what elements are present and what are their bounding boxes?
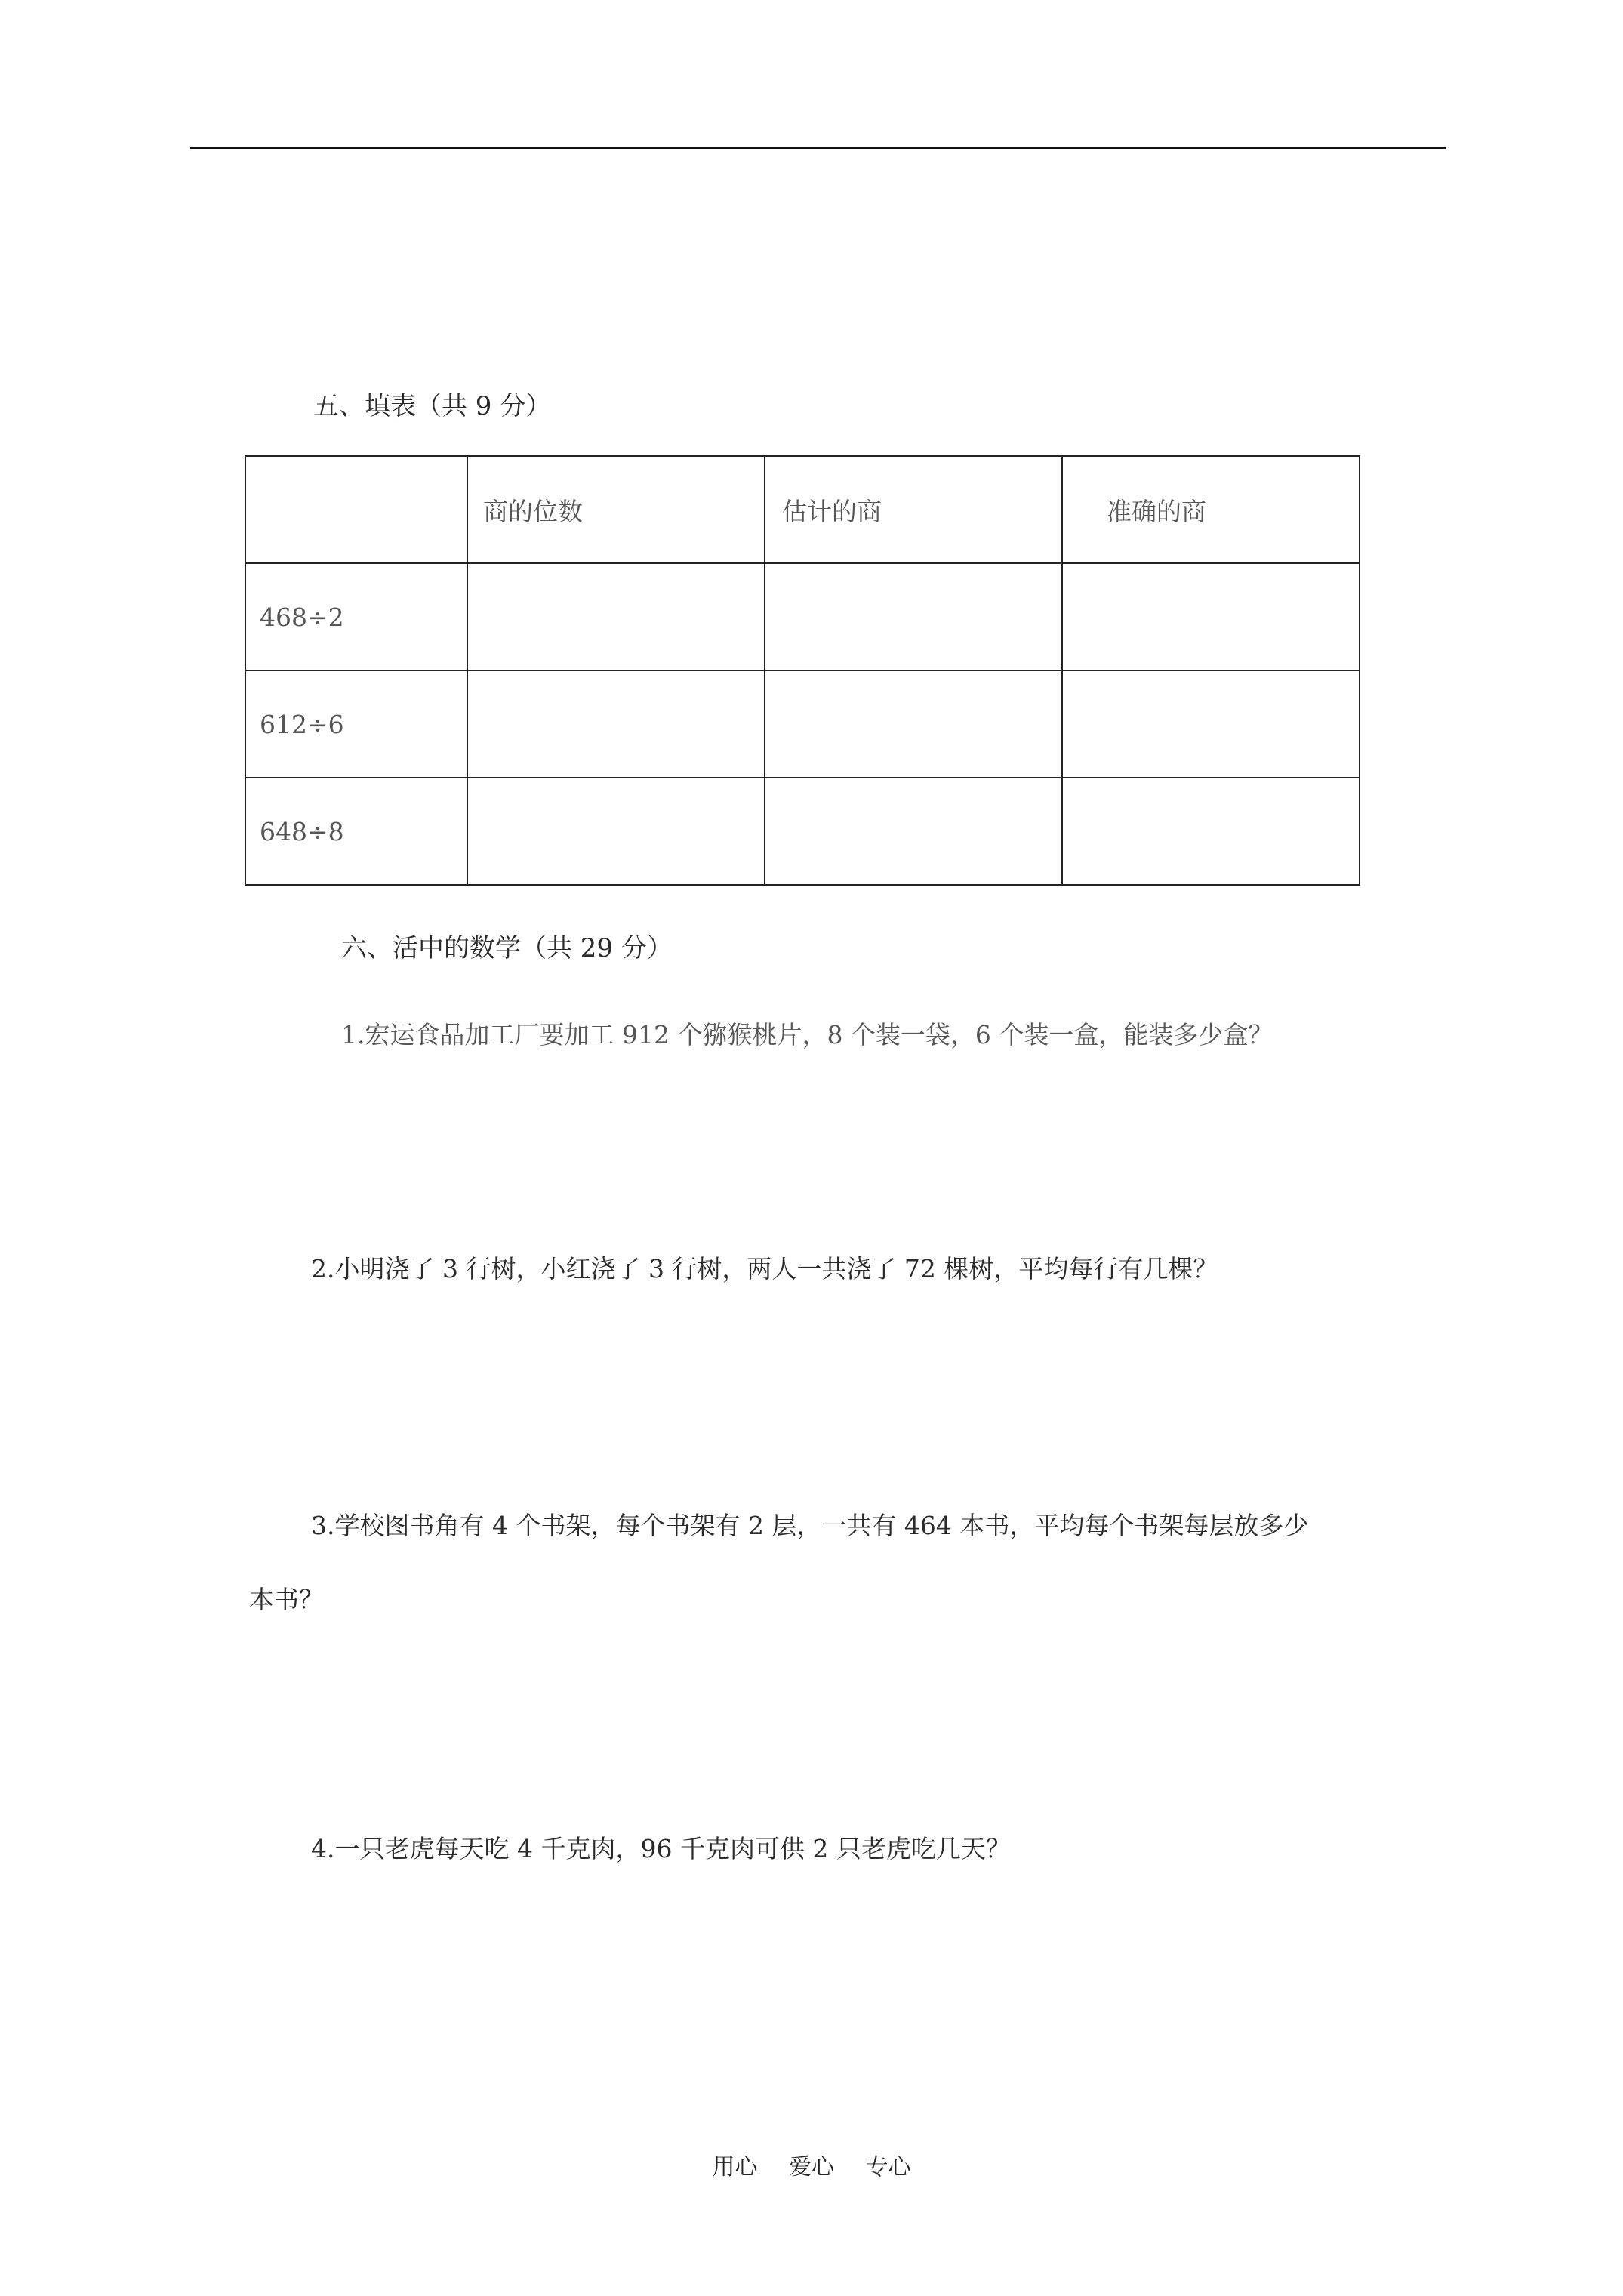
header-rule bbox=[190, 147, 1446, 149]
table-row bbox=[245, 563, 1360, 670]
footer-motto-3: 专心 bbox=[865, 2154, 911, 2180]
table-row-label: 648÷8 bbox=[245, 778, 467, 885]
table-header-quotient-digits: 商的位数 bbox=[467, 456, 765, 563]
fill-table bbox=[245, 455, 1360, 886]
table-row-label: 612÷6 bbox=[245, 670, 467, 778]
section-6-title: 六、活中的数学（共 29 分） bbox=[341, 933, 673, 963]
footer-motto-1: 用心 bbox=[712, 2154, 758, 2180]
table-cell-estimated-quotient[interactable] bbox=[765, 563, 1062, 670]
table-cell-estimated-quotient[interactable] bbox=[765, 670, 1062, 778]
table-cell-exact-quotient[interactable] bbox=[1062, 563, 1360, 670]
table-header-corner bbox=[245, 456, 467, 563]
footer-motto-2: 爱心 bbox=[789, 2154, 834, 2180]
table-row bbox=[245, 670, 1360, 778]
question-3-line-1: 3.学校图书角有 4 个书架，每个书架有 2 层，一共有 464 本书，平均每个书架每层放多少 bbox=[311, 1511, 1309, 1540]
page-footer bbox=[0, 2148, 1623, 2181]
question-1: 1.宏运食品加工厂要加工 912 个猕猴桃片，8 个装一袋，6 个装一盒，能装多少盒？ bbox=[341, 1020, 1273, 1049]
table-row bbox=[245, 778, 1360, 885]
table-cell-exact-quotient[interactable] bbox=[1062, 778, 1360, 885]
table-cell-exact-quotient[interactable] bbox=[1062, 670, 1360, 778]
table-header-exact-quotient: 准确的商 bbox=[1062, 456, 1360, 563]
table-cell-quotient-digits[interactable] bbox=[467, 563, 765, 670]
table-header-estimated-quotient: 估计的商 bbox=[765, 456, 1062, 563]
section-5-title: 五、填表（共 9 分） bbox=[313, 391, 552, 421]
question-2: 2.小明浇了 3 行树，小红浇了 3 行树，两人一共浇了 72 棵树，平均每行有几棵？ bbox=[311, 1254, 1218, 1284]
table-row-label: 468÷2 bbox=[245, 563, 467, 670]
table-cell-quotient-digits[interactable] bbox=[467, 778, 765, 885]
table-cell-quotient-digits[interactable] bbox=[467, 670, 765, 778]
table-cell-estimated-quotient[interactable] bbox=[765, 778, 1062, 885]
question-3-line-2: 本书？ bbox=[249, 1585, 324, 1614]
table-header-row bbox=[245, 456, 1360, 563]
question-4: 4.一只老虎每天吃 4 千克肉，96 千克肉可供 2 只老虎吃几天？ bbox=[311, 1834, 1011, 1863]
